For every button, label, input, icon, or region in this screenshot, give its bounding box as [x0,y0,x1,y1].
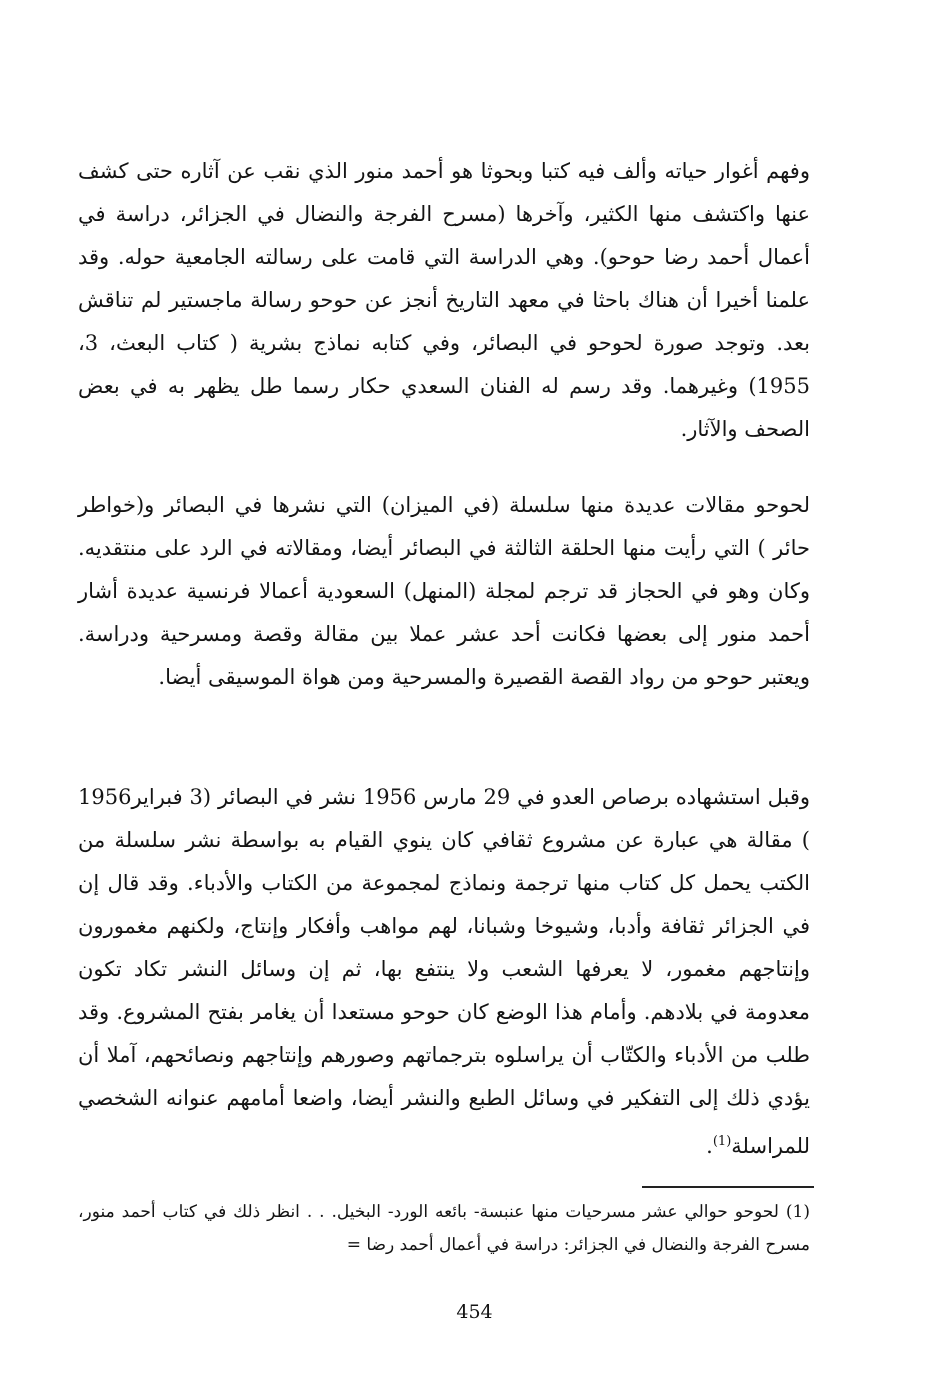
paragraph-text-content: وقبل استشهاده برصاص العدو في 29 مارس 1956 نشر في البصائر (3 فبراير1956 ) مقالة هي عبارة عن مشروع ثقافي كان ينوي القيام به بواسطة نشر سلسلة من الكتب يحمل كل كتاب منها ترجمة ونماذج لمجموعة من الكتاب والأدباء. وقد قال إن في الجزائر ثقافة وأدبا، وشيوخا وشبانا، لهم مواهب وأفكار وإنتاج، ولكنهم مغمورون وإنتاجهم مغمور، لا يعرفها الشعب ولا ينتفع بها، ثم إن وسائل النشر تكاد تكون معدومة في بلادهم. وأمام هذا الوضع كان حوحو مستعدا أن يغامر بفتح المشروع. وقد طلب من الأدباء والكتّاب أن يراسلوه بترجماتهم وصورهم وإنتاجهم ونصائحهم، آملا أن يؤدي ذلك إلى التفكير في وسائل الطبع والنشر أيضا، واضعا أمامهم عنوانه الشخصي للمراسلة [78,785,810,1158]
paragraph-text: وقبل استشهاده برصاص العدو في 29 مارس 1956 نشر في البصائر (3 فبراير1956 ) مقالة هي عبارة عن مشروع ثقافي كان ينوي القيام به بواسطة نشر سلسلة من الكتب يحمل كل كتاب منها ترجمة ونماذج لمجموعة من الكتاب والأدباء. وقد قال إن في الجزائر ثقافة وأدبا، وشيوخا وشبانا، لهم مواهب وأفكار وإنتاج، ولكنهم مغمورون وإنتاجهم مغمور، لا يعرفها الشعب ولا ينتفع بها، ثم إن وسائل النشر تكاد تكون معدومة في بلادهم. وأمام هذا الوضع كان حوحو مستعدا أن يغامر بفتح المشروع. وقد طلب من الأدباء والكتّاب أن يراسلوه بترجماتهم وصورهم وإنتاجهم ونصائحهم، آملا أن يؤدي ذلك إلى التفكير في وسائل الطبع والنشر أيضا، واضعا أمامهم عنوانه الشخصي للمراسلة$^{(1)}$. [78,785,810,1158]
page-number: 454 [456,1301,493,1323]
body-paragraph-2 [78,484,810,699]
footnote [78,1196,810,1262]
footnote-reference: (1) [712,1134,732,1149]
footnote-text: (1) لحوحو حوالي عشر مسرحيات منها عنبسة- بائعه الورد- البخيل. . . انظر ذلك في كتاب أحمد منور، مسرح الفرجة والنضال في الجزائر: دراسة في أعمال أحمد رضا = [78,1202,810,1255]
paragraph-text: لحوحو مقالات عديدة منها سلسلة (في الميزان) التي نشرها في البصائر و(خواطر حائر ) التي رأيت منها الحلقة الثالثة في البصائر أيضا، ومقالاته في الرد على منتقديه. وكان وهو في الحجاز قد ترجم لمجلة (المنهل) السعودية أعمالا فرنسية عديدة أشار أحمد منور إلى بعضها فكانت أحد عشر عملا بين مقالة وقصة ومسرحية ودراسة. ويعتبر حوحو من رواد القصة القصيرة والمسرحية ومن هواة الموسيقى أيضا. [78,493,810,689]
body-paragraph-1 [78,150,810,451]
footnote-separator [642,1186,814,1188]
paragraph-text: وفهم أغوار حياته وألف فيه كتبا وبحوثا هو أحمد منور الذي نقب عن آثاره حتى كشف عنها واكتشف منها الكثير، وآخرها (مسرح الفرجة والنضال في الجزائر، دراسة في أعمال أحمد رضا حوحو). وهي الدراسة التي قامت على رسالته الجامعية حوله. وقد علمنا أخيرا أن هناك باحثا في معهد التاريخ أنجز عن حوحو رسالة ماجستير لم تناقش بعد. وتوجد صورة لحوحو في البصائر، وفي كتابه نماذج بشرية ( كتاب البعث، 3، 1955) وغيرهما. وقد رسم له الفنان السعدي حكار رسما طل يظهر به في بعض الصحف والآثار. [78,159,810,441]
body-paragraph-3 [78,776,810,1168]
